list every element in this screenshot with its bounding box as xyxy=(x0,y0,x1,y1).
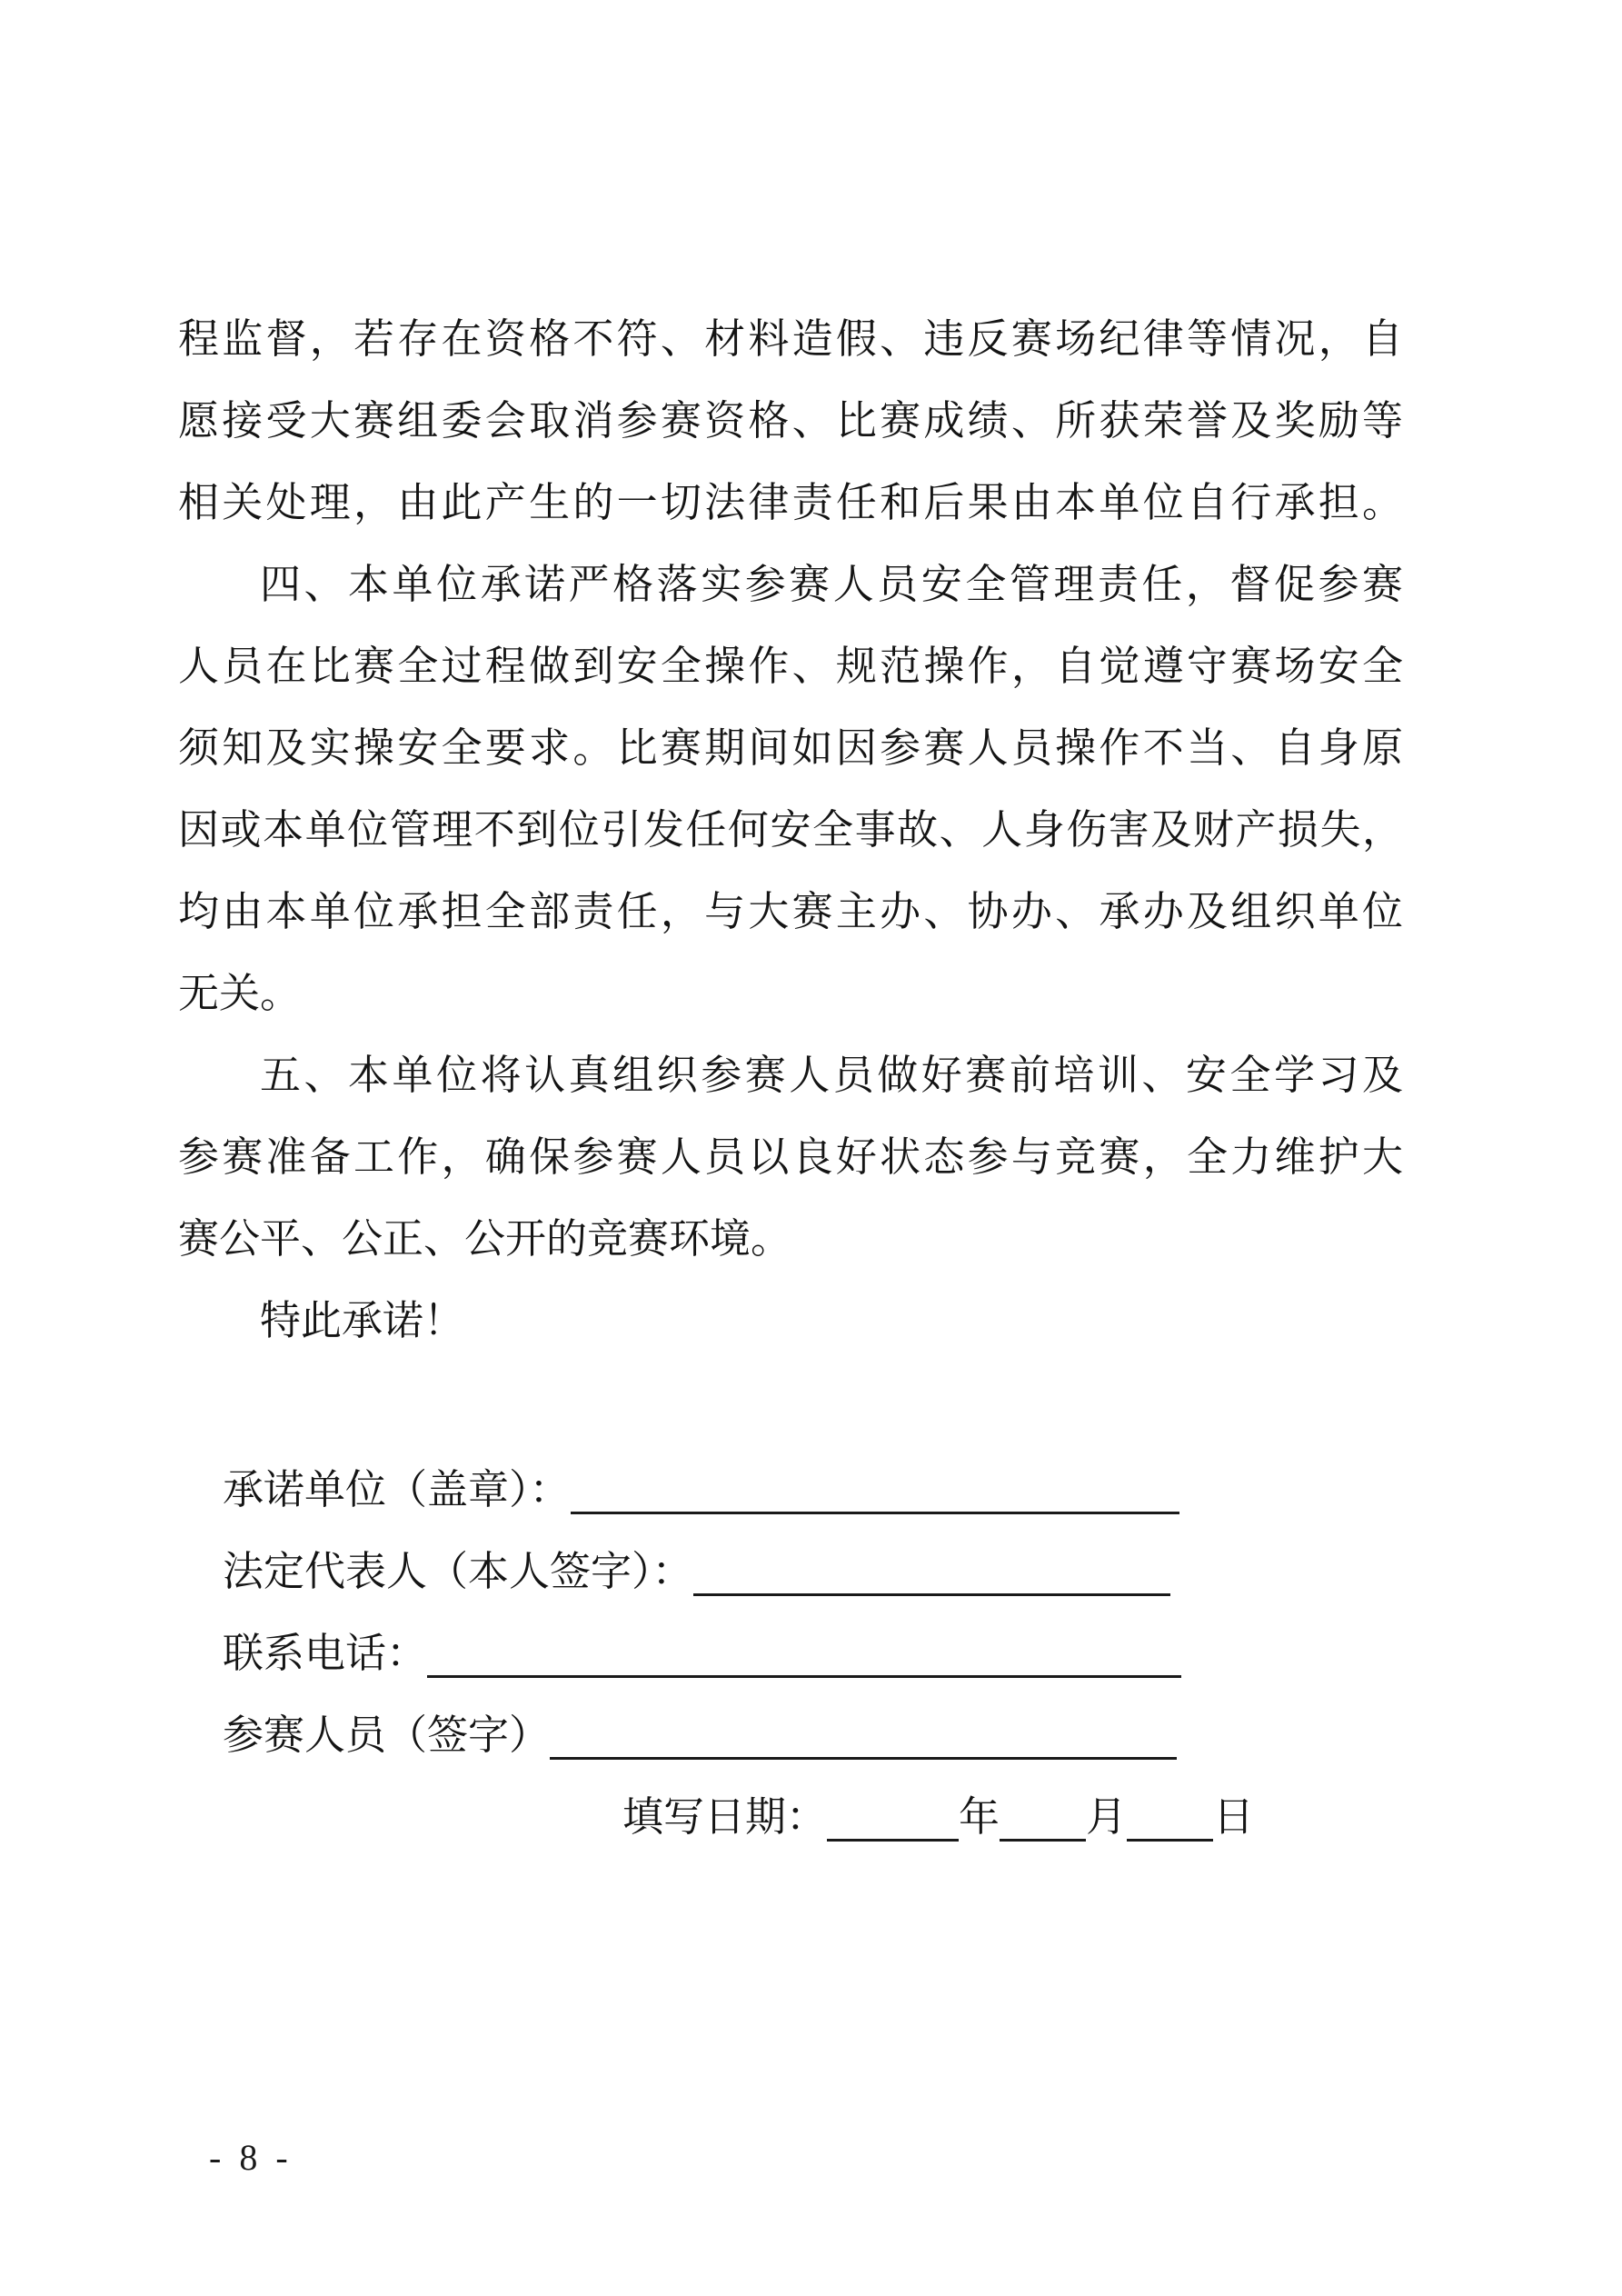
body-text xyxy=(178,298,1403,1362)
participant-label: 参赛人员（签字） xyxy=(223,1712,551,1758)
body-line-13: 特此承诺！ xyxy=(260,1298,465,1343)
date-year-label: 年 xyxy=(959,1794,1000,1840)
body-line-3: 相关处理，由此产生的一切法律责任和后果由本单位自行承担。 xyxy=(178,480,1403,525)
body-line-8: 均由本单位承担全部责任，与大赛主办、协办、承办及组织单位 xyxy=(178,889,1403,934)
body-line-1: 程监督，若存在资格不符、材料造假、违反赛场纪律等情况，自 xyxy=(178,316,1403,362)
date-year-blank-line xyxy=(827,1787,959,1842)
signature-row-date xyxy=(622,1771,1254,1852)
participant-blank-line xyxy=(550,1705,1177,1760)
phone-blank-line xyxy=(427,1623,1181,1678)
body-line-9: 无关。 xyxy=(178,971,302,1016)
date-day-blank-line xyxy=(1127,1787,1213,1842)
date-month-label: 月 xyxy=(1086,1794,1128,1840)
signature-row-phone xyxy=(223,1607,1254,1689)
body-line-5: 人员在比赛全过程做到安全操作、规范操作，自觉遵守赛场安全 xyxy=(178,644,1403,689)
body-line-4: 四、本单位承诺严格落实参赛人员安全管理责任，督促参赛 xyxy=(260,562,1403,607)
body-line-11: 参赛准备工作，确保参赛人员以良好状态参与竞赛，全力维护大 xyxy=(178,1134,1403,1180)
body-line-2: 愿接受大赛组委会取消参赛资格、比赛成绩、所获荣誉及奖励等 xyxy=(178,398,1403,444)
body-line-10: 五、本单位将认真组织参赛人员做好赛前培训、安全学习及 xyxy=(260,1053,1403,1098)
unit-seal-label: 承诺单位（盖章）： xyxy=(223,1467,571,1512)
signature-row-legal-rep xyxy=(223,1525,1254,1607)
body-line-7: 因或本单位管理不到位引发任何安全事故、人身伤害及财产损失， xyxy=(178,807,1403,853)
page-number: - 8 - xyxy=(209,2137,293,2178)
signature-block xyxy=(223,1443,1254,1852)
phone-label: 联系电话： xyxy=(223,1631,428,1676)
date-month-blank-line xyxy=(1000,1787,1086,1842)
body-line-12: 赛公平、公正、公开的竞赛环境。 xyxy=(178,1216,792,1262)
legal-rep-label: 法定代表人（本人签字）： xyxy=(223,1549,693,1594)
legal-rep-blank-line xyxy=(693,1542,1170,1596)
unit-seal-blank-line xyxy=(571,1460,1179,1514)
date-day-label: 日 xyxy=(1213,1794,1255,1840)
signature-row-participant xyxy=(223,1689,1254,1771)
body-line-6: 须知及实操安全要求。比赛期间如因参赛人员操作不当、自身原 xyxy=(178,725,1403,771)
signature-row-unit xyxy=(223,1443,1254,1525)
date-label: 填写日期： xyxy=(622,1794,828,1840)
